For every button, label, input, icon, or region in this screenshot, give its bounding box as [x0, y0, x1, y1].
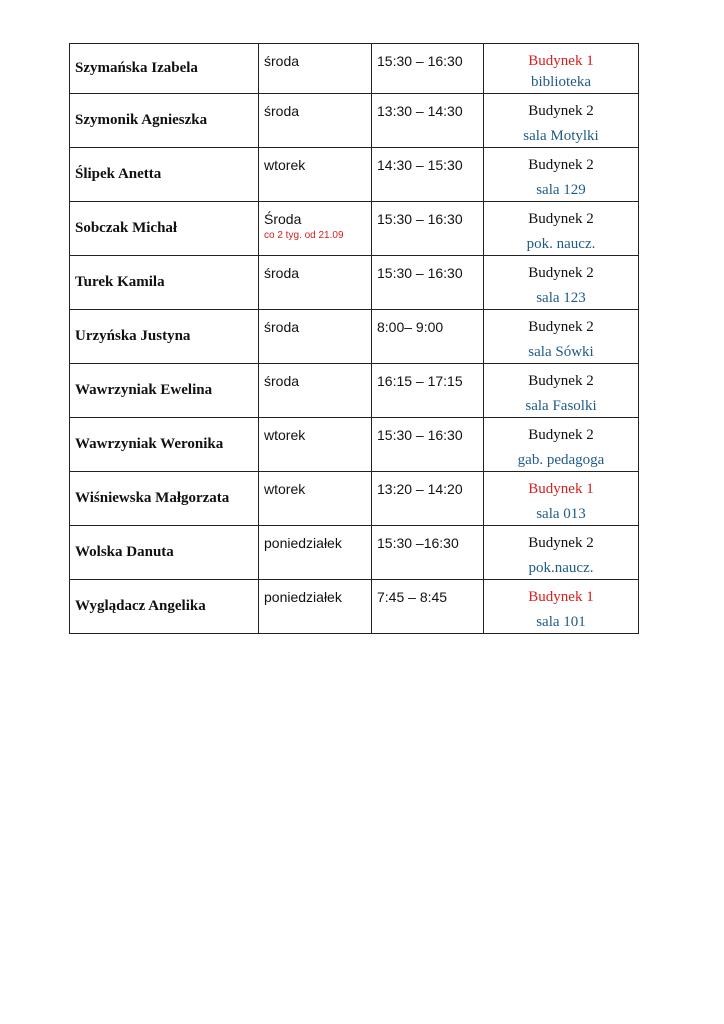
- place-cell: [484, 148, 639, 202]
- time-cell: [372, 256, 484, 310]
- teacher-name: Wiśniewska Małgorzata: [75, 490, 230, 506]
- time-cell: [372, 44, 484, 94]
- table-row: [70, 94, 639, 148]
- room-label: sala 129: [536, 181, 586, 198]
- time-range: 15:30 – 16:30: [377, 211, 463, 227]
- time-cell: [372, 202, 484, 256]
- building-label: Budynek 2: [528, 373, 594, 389]
- table-row: [70, 418, 639, 472]
- weekday: środa: [264, 265, 300, 281]
- weekday: środa: [264, 53, 300, 69]
- time-range: 14:30 – 15:30: [377, 157, 463, 173]
- time-cell: [372, 148, 484, 202]
- table-row: [70, 44, 639, 94]
- weekday: wtorek: [264, 481, 306, 497]
- teacher-name-cell: [70, 526, 259, 580]
- day-cell: [259, 202, 372, 256]
- time-cell: [372, 310, 484, 364]
- room-label: sala 123: [536, 289, 586, 306]
- teacher-name: Turek Kamila: [75, 274, 165, 290]
- teacher-name: Sobczak Michał: [75, 220, 178, 236]
- time-cell: [372, 472, 484, 526]
- room-label: pok.naucz.: [528, 559, 594, 576]
- day-cell: [259, 526, 372, 580]
- teacher-name: Ślipek Anetta: [75, 166, 162, 182]
- teacher-name: Wyglądacz Angelika: [75, 598, 206, 614]
- place-cell: [484, 418, 639, 472]
- building-label: Budynek 1: [528, 589, 594, 605]
- place-cell: [484, 256, 639, 310]
- schedule-table: [69, 43, 639, 634]
- teacher-name-cell: [70, 418, 259, 472]
- time-range: 16:15 – 17:15: [377, 373, 463, 389]
- table-row: [70, 526, 639, 580]
- day-cell: [259, 310, 372, 364]
- day-cell: [259, 418, 372, 472]
- building-label: Budynek 1: [528, 53, 594, 69]
- room-label: sala 013: [536, 505, 586, 522]
- weekday: środa: [264, 319, 300, 335]
- schedule-body: [70, 44, 639, 634]
- time-range: 8:00– 9:00: [377, 319, 444, 335]
- teacher-name-cell: [70, 310, 259, 364]
- table-row: [70, 472, 639, 526]
- day-cell: [259, 148, 372, 202]
- day-note: co 2 tyg. od 21.09: [264, 229, 344, 241]
- teacher-name: Szymańska Izabela: [75, 60, 198, 76]
- table-row: [70, 256, 639, 310]
- weekday: Środa: [264, 211, 302, 227]
- place-cell: [484, 94, 639, 148]
- table-row: [70, 148, 639, 202]
- building-label: Budynek 2: [528, 319, 594, 335]
- teacher-name: Urzyńska Justyna: [75, 328, 191, 344]
- room-label: sala Sówki: [528, 343, 594, 360]
- building-label: Budynek 2: [528, 157, 594, 173]
- time-range: 15:30 – 16:30: [377, 427, 463, 443]
- room-label: sala Fasolki: [525, 397, 597, 414]
- place-cell: [484, 310, 639, 364]
- room-label: sala 101: [536, 613, 586, 630]
- time-cell: [372, 580, 484, 634]
- teacher-name-cell: [70, 364, 259, 418]
- time-cell: [372, 364, 484, 418]
- day-cell: [259, 94, 372, 148]
- place-cell: [484, 472, 639, 526]
- table-row: [70, 364, 639, 418]
- table-row: [70, 202, 639, 256]
- place-cell: [484, 526, 639, 580]
- day-cell: [259, 256, 372, 310]
- teacher-name-cell: [70, 44, 259, 94]
- teacher-name: Wawrzyniak Weronika: [75, 436, 224, 452]
- weekday: środa: [264, 103, 300, 119]
- time-range: 15:30 – 16:30: [377, 53, 463, 69]
- day-cell: [259, 580, 372, 634]
- building-label: Budynek 2: [528, 103, 594, 119]
- table-row: [70, 580, 639, 634]
- time-cell: [372, 94, 484, 148]
- day-cell: [259, 472, 372, 526]
- day-cell: [259, 44, 372, 94]
- teacher-name-cell: [70, 202, 259, 256]
- weekday: wtorek: [264, 427, 306, 443]
- time-range: 13:20 – 14:20: [377, 481, 463, 497]
- teacher-name: Szymonik Agnieszka: [75, 112, 208, 128]
- teacher-name-cell: [70, 94, 259, 148]
- teacher-name-cell: [70, 148, 259, 202]
- building-label: Budynek 2: [528, 427, 594, 443]
- room-label: biblioteka: [531, 73, 591, 90]
- place-cell: [484, 364, 639, 418]
- building-label: Budynek 1: [528, 481, 594, 497]
- time-range: 15:30 –16:30: [377, 535, 459, 551]
- weekday: poniedziałek: [264, 535, 342, 551]
- teacher-name-cell: [70, 472, 259, 526]
- room-label: pok. naucz.: [526, 235, 596, 252]
- building-label: Budynek 2: [528, 535, 594, 551]
- weekday: wtorek: [264, 157, 306, 173]
- time-range: 15:30 – 16:30: [377, 265, 463, 281]
- weekday: poniedziałek: [264, 589, 342, 605]
- building-label: Budynek 2: [528, 265, 594, 281]
- time-cell: [372, 418, 484, 472]
- teacher-name: Wolska Danuta: [75, 544, 174, 560]
- room-label: gab. pedagoga: [517, 451, 605, 468]
- teacher-name: Wawrzyniak Ewelina: [75, 382, 213, 398]
- building-label: Budynek 2: [528, 211, 594, 227]
- day-cell: [259, 364, 372, 418]
- place-cell: [484, 202, 639, 256]
- weekday: środa: [264, 373, 300, 389]
- time-cell: [372, 526, 484, 580]
- place-cell: [484, 44, 639, 94]
- teacher-name-cell: [70, 580, 259, 634]
- time-range: 13:30 – 14:30: [377, 103, 463, 119]
- table-row: [70, 310, 639, 364]
- time-range: 7:45 – 8:45: [377, 589, 448, 605]
- place-cell: [484, 580, 639, 634]
- teacher-name-cell: [70, 256, 259, 310]
- room-label: sala Motylki: [523, 127, 599, 144]
